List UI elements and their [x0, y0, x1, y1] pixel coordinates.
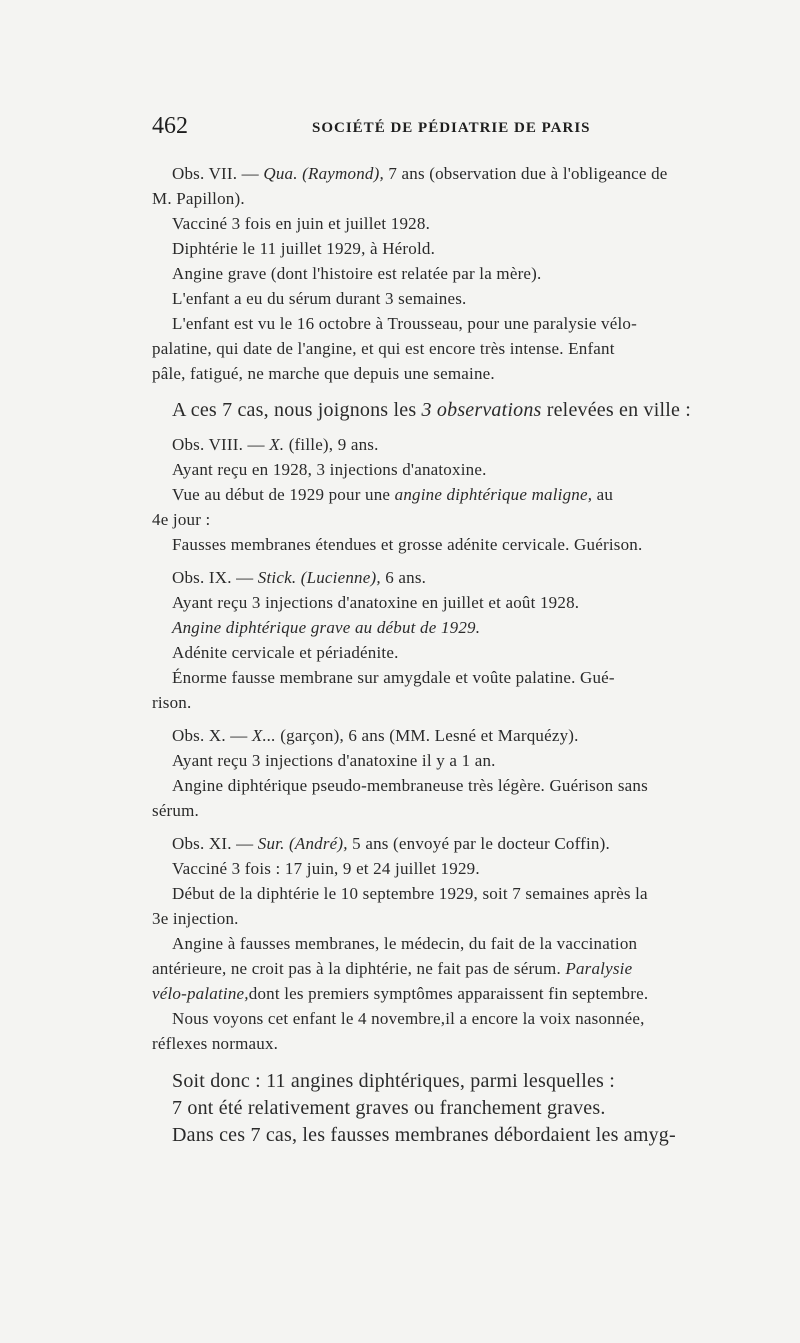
- italic-text: Qua. (Raymond),: [263, 164, 384, 183]
- text-segment: Énorme fausse membrane sur amygdale et voûte palatine. Gué-: [172, 668, 615, 687]
- text-segment: Obs. IX. —: [172, 568, 258, 587]
- text-segment: sérum.: [152, 801, 199, 820]
- text-line: [172, 932, 770, 956]
- text-segment: L'enfant est vu le 16 octobre à Trousseau, pour une paralysie vélo-: [172, 314, 637, 333]
- text-line: [152, 691, 770, 715]
- running-title: SOCIÉTÉ DE PÉDIATRIE DE PARIS: [312, 120, 591, 136]
- text-segment: Adénite cervicale et périadénite.: [172, 643, 399, 662]
- text-segment: palatine, qui date de l'angine, et qui est encore très intense. Enfant: [152, 339, 615, 358]
- text-segment: dont les premiers symptômes apparaissent fin septembre.: [248, 984, 649, 1003]
- italic-text: Sur. (André),: [257, 834, 348, 853]
- page-number: 462: [152, 113, 188, 139]
- text-line: [172, 641, 770, 665]
- text-segment: M. Papillon).: [152, 189, 245, 208]
- text-line: [152, 799, 770, 823]
- text-segment: A ces 7 cas, nous joignons les: [172, 399, 422, 421]
- text-line: [152, 508, 770, 532]
- text-segment: 7 ont été relativement graves ou franchement graves.: [172, 1097, 606, 1119]
- text-segment: Angine grave (dont l'histoire est relatée par la mère).: [172, 264, 542, 283]
- text-segment: Ayant reçu en 1928, 3 injections d'anatoxine.: [172, 460, 487, 479]
- italic-text: X.: [269, 435, 285, 454]
- text-line: [152, 907, 770, 931]
- text-line: [172, 237, 770, 261]
- text-segment: Ayant reçu 3 injections d'anatoxine il y a 1 an.: [172, 751, 496, 770]
- text-line: [172, 483, 770, 507]
- italic-text: vélo-palatine,: [152, 984, 249, 1003]
- text-segment: au: [592, 485, 614, 504]
- text-line: [152, 957, 770, 981]
- text-segment: pâle, fatigué, ne marche que depuis une semaine.: [152, 364, 495, 383]
- text-line: [152, 187, 770, 211]
- text-segment: Angine diphtérique pseudo-membraneuse très légère. Guérison sans: [172, 776, 648, 795]
- text-line: [172, 666, 770, 690]
- text-segment: L'enfant a eu du sérum durant 3 semaines.: [172, 289, 467, 308]
- page-header: [152, 113, 772, 147]
- text-segment: (fille), 9 ans.: [284, 435, 379, 454]
- text-segment: Diphtérie le 11 juillet 1929, à Hérold.: [172, 239, 436, 258]
- text-segment: 3e injection.: [152, 909, 239, 928]
- text-segment: Obs. XI. —: [172, 834, 258, 853]
- italic-text: Stick. (Lucienne),: [257, 568, 381, 587]
- text-line: [152, 982, 770, 1006]
- text-segment: Obs. VIII. —: [172, 435, 270, 454]
- text-line: [172, 724, 770, 748]
- text-segment: rison.: [152, 693, 192, 712]
- text-segment: Soit donc : 11 angines diphtériques, parmi lesquelles :: [172, 1070, 615, 1092]
- text-line: [172, 287, 770, 311]
- text-line: [152, 362, 770, 386]
- text-line: [172, 882, 770, 906]
- italic-text: Angine diphtérique grave au début de 1929.: [172, 618, 481, 637]
- text-line: [172, 458, 770, 482]
- text-line: [172, 262, 770, 286]
- italic-text: 3 observations: [421, 399, 542, 421]
- text-line: [172, 616, 770, 640]
- text-line: [152, 337, 770, 361]
- text-segment: Obs. X. —: [172, 726, 252, 745]
- text-line: [172, 533, 770, 557]
- text-line: [172, 566, 770, 590]
- text-line: [172, 396, 770, 424]
- text-line: [172, 433, 770, 457]
- text-line: [172, 212, 770, 236]
- text-segment: Début de la diphtérie le 10 septembre 1929, soit 7 semaines après la: [172, 884, 648, 903]
- text-segment: relevées en ville :: [541, 399, 692, 421]
- text-segment: 5 ans (envoyé par le docteur Coffin).: [347, 834, 610, 853]
- italic-text: X...: [251, 726, 276, 745]
- text-segment: 7 ans (observation due à l'obligeance de: [383, 164, 668, 183]
- italic-text: angine diphtérique maligne,: [394, 485, 593, 504]
- text-segment: Obs. VII. —: [172, 164, 264, 183]
- text-segment: antérieure, ne croit pas à la diphtérie, ne fait pas de sérum.: [152, 959, 566, 978]
- text-line: [172, 749, 770, 773]
- text-line: [172, 1094, 770, 1122]
- text-line: [172, 1121, 770, 1149]
- text-line: [172, 857, 770, 881]
- text-segment: Nous voyons cet enfant le 4 novembre,il a encore la voix nasonnée,: [172, 1009, 645, 1028]
- text-segment: Vue au début de 1929 pour une: [172, 485, 395, 504]
- text-line: [172, 774, 770, 798]
- text-segment: Angine à fausses membranes, le médecin, du fait de la vaccination: [172, 934, 638, 953]
- text-segment: réflexes normaux.: [152, 1034, 279, 1053]
- text-segment: 4e jour :: [152, 510, 211, 529]
- text-segment: 6 ans.: [380, 568, 427, 587]
- text-line: [172, 1007, 770, 1031]
- text-line: [172, 832, 770, 856]
- text-line: [172, 312, 770, 336]
- text-line: [172, 1067, 770, 1095]
- text-segment: Vacciné 3 fois : 17 juin, 9 et 24 juillet 1929.: [172, 859, 480, 878]
- text-line: [172, 162, 770, 186]
- text-segment: Vacciné 3 fois en juin et juillet 1928.: [172, 214, 431, 233]
- text-segment: (garçon), 6 ans (MM. Lesné et Marquézy).: [275, 726, 579, 745]
- text-segment: Dans ces 7 cas, les fausses membranes débordaient les amyg-: [172, 1124, 676, 1146]
- text-segment: Fausses membranes étendues et grosse adénite cervicale. Guérison.: [172, 535, 643, 554]
- italic-text: Paralysie: [565, 959, 633, 978]
- text-line: [152, 1032, 770, 1056]
- text-segment: Ayant reçu 3 injections d'anatoxine en juillet et août 1928.: [172, 593, 580, 612]
- text-line: [172, 591, 770, 615]
